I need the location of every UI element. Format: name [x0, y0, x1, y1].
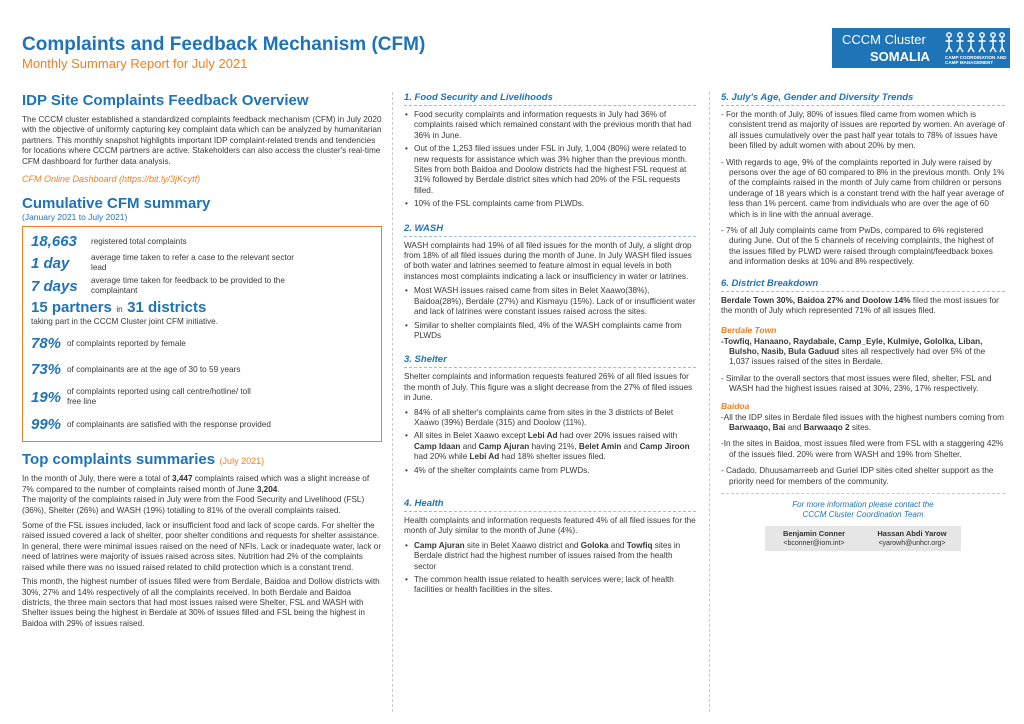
agd-item: - With regards to age, 9% of the complaints reported in July were raised by persons over the age of 60 compared to 8% in the previous month. Only 1% of the complaints raised in the month of July came from children or persons underage of 18 years which is a constant trend with the half year average of less than 1% percent. came from individuals who are over the age of 60 which is in line with the annual average.: [721, 157, 1005, 219]
stat-value: 99%: [31, 416, 62, 434]
stat-text: of complaints reported using call centre/hotline/ toll free line: [67, 387, 251, 407]
site-name: Camp Ajuran: [414, 540, 465, 550]
site-name: Camp Ajuran: [478, 441, 530, 451]
stat-row: [31, 335, 373, 352]
list-item: • Out of the 1,253 filed issues under FSL in July, 1,004 (80%) were related to new requests for assistance which was 3% higher than the previous month. Sites from both Baidoa and Doolow districts had the highest FSL request at 31% followed by Berdale district sites which had 20% of the FSL requests filled.: [404, 144, 696, 196]
top-complaints-para1: [22, 474, 382, 495]
total-complaints-july: 3,447: [172, 474, 193, 484]
site-name: Towfiq: [626, 540, 653, 550]
partners-row: [31, 299, 373, 317]
text-segment: site in Belet Xaawo district and: [464, 540, 581, 550]
site-name: Lebi Ad: [527, 431, 558, 441]
contact-email[interactable]: <yarowh@unhcr.org>: [878, 539, 946, 547]
logo-tagline: CAMP COORDINATION AND CAMP MANAGEMENT: [945, 55, 1007, 65]
fsl-list: [404, 110, 696, 210]
stat-row: [31, 416, 373, 433]
logo-line1: CCCM Cluster: [842, 32, 926, 47]
stat-value: 78%: [31, 335, 62, 353]
health-list: [404, 541, 696, 596]
stat-value: 18,663: [31, 233, 77, 251]
text-segment: complaints raised which was a slight increase of 7% compared to the number of complaints raised month of June: [22, 474, 370, 494]
baidoa-heading: Baidoa: [721, 400, 750, 411]
text-segment: and: [608, 540, 627, 550]
contact-card: [863, 526, 961, 551]
text-segment: and: [785, 422, 804, 432]
contact-card: [765, 526, 863, 551]
partners-text: taking part in the CCCM Cluster joint CFM initiative.: [31, 317, 219, 327]
list-item: [404, 541, 696, 572]
list-item: • Food security complaints and information requests in July had 36% of complaints raised which remained constant with the previous month that had 36% in June.: [404, 110, 696, 141]
text-segment: filed the most issues for the month of July which represented 71% of all issues filed.: [721, 295, 999, 316]
contact-name: Hassan Abdi Yarow: [877, 528, 947, 538]
list-item: • Similar to shelter complaints filed, 4% of the WASH complaints came from PLWDs: [404, 321, 696, 342]
overview-body: The CCCM cluster established a standardized complaints feedback mechanism (CFM) in July 2020 with the objective of uniformly capturing key complaint data which can be analyzed by humanitarian partners. This monthly snapshot highlights important IDP complaint-related trends and tendencies for locations where CCCM partners are active. Stakeholders can also access the cluster's real-time CFM dashboard for further data analysis.: [22, 115, 382, 166]
wash-heading: 2. WASH: [404, 223, 696, 237]
list-item: • Most WASH issues raised came from sites in Belet Xaawo(38%), Baidoa(28%), Berdale (27%) and Kismayu (15%). Lack of or insufficient water and lack of latrines were constant issues raised across the sites.: [404, 286, 696, 317]
text-segment: and: [460, 441, 479, 451]
middle-column: [404, 92, 696, 599]
site-name: Belet Amin: [578, 441, 622, 451]
wash-body: WASH complaints had 19% of all filed issues for the month of July, a slight drop from 18% of all filed issues during the month of June. In July WASH filed issues of both water and latrines seemed to feature almost in equal levels in both instances most complaints indicating a lack or insufficiency in water or latrines.: [404, 240, 692, 281]
fsl-heading: 1. Food Security and Livelihoods: [404, 92, 696, 106]
site-name: Barwaaqo 2: [803, 422, 850, 432]
text-segment: -All the IDP sites in Berdale filed issues with the highest numbers coming from: [721, 412, 1004, 422]
stat-value: 7 days: [31, 277, 78, 295]
wash-list: [404, 286, 696, 341]
contact-name: Benjamin Conner: [782, 528, 846, 538]
list-item: • The common health issue related to health services were; lack of health facilities or health facilities in the sites.: [404, 575, 696, 596]
shelter-list: [404, 408, 696, 476]
stat-row: [31, 233, 373, 250]
stat-text: registered total complaints: [91, 236, 187, 246]
left-column: [22, 92, 382, 629]
site-list: -Towfiq, Hanaano, Raydabale, Camp_Eyle, Kulmiye, Gololka, Liban, Bulsho, Nasib, Bula Gaduud: [721, 336, 983, 356]
text-segment: All sites in Belet Xaawo except: [414, 431, 528, 441]
stat-text: average time taken to refer a case to the relevant sector lead: [91, 253, 294, 273]
partners-in: in: [116, 305, 123, 315]
shelter-heading: 3. Shelter: [404, 354, 696, 368]
text-segment: and: [621, 441, 640, 451]
health-heading: 4. Health: [404, 498, 696, 512]
stat-row: [31, 276, 373, 296]
stat-text: of complaints reported by female: [67, 338, 186, 348]
contact-cards: [765, 526, 961, 551]
site-name: Camp Idaan: [414, 441, 461, 451]
text-segment: had 18% shelter issues filed.: [499, 452, 606, 462]
shelter-body: Shelter complaints and information requests featured 26% of all filed issues for the month of July. This figure was a slight decrease from the 27% of filed issues in June.: [404, 372, 693, 403]
top-complaints-period: (July 2021): [219, 456, 265, 467]
stat-value: 1 day: [31, 254, 70, 272]
stat-text: of complainants are satisfied with the response provided: [67, 419, 271, 429]
top-complaints-para3: Some of the FSL issues included, lack or insufficient food and lack of scope cards. For shelter the raised issued covered a lack of shelter, poor shelter conditions and requests for shelter assistance. In general, there were minimal issues raised on the need of NFIs. Lack or inadequate water, lack or need of latrines were majority of issues raised across sites. Nutrition had 2% of the complaints raised while there was no issued raised related to child protection which is a constant trend.: [22, 521, 382, 572]
text-segment: had over 20% issues raised with: [557, 431, 678, 441]
right-column: [721, 92, 1005, 551]
health-body: Health complaints and information requests featured 4% of all filed issues for the month of July similar to the month of June (4%).: [404, 515, 696, 536]
top-complaints-para2: The majority of the complaints raised in July were from the Food Security and Livelihood (FSL) (36%), Shelter (26%) and WASH (19%) totalling to 81% of the overall complaints raised.: [22, 495, 365, 515]
agd-heading: 5. July's Age, Gender and Diversity Trends: [721, 92, 1005, 106]
stat-text: of complainants are at the age of 30 to 59 years: [67, 364, 241, 374]
berdale-item: - Similar to the overall sectors that most issues were filed, shelter, FSL and WASH had the highest issues raised at 30%, 23%, 17% respectively.: [721, 373, 992, 394]
text-segment: having 21%,: [529, 441, 579, 451]
contact-section: [721, 493, 1005, 551]
site-name: Barwaaqo, Bai: [729, 422, 786, 432]
stat-row: [31, 361, 373, 378]
stat-value: 19%: [31, 388, 62, 406]
district-intro: [721, 296, 1005, 317]
top-complaints-title: [22, 451, 382, 469]
contact-email[interactable]: <bconner@iom.int>: [783, 539, 845, 547]
district-heading: 6. District Breakdown: [721, 278, 1005, 292]
site-name: Goloka: [580, 540, 609, 550]
stat-row: [31, 387, 373, 407]
cumulative-stats-box: [22, 226, 382, 442]
overview-heading: IDP Site Complaints Feedback Overview: [22, 92, 309, 109]
column-divider: [709, 92, 710, 712]
site-name: Camp Jiroon: [639, 441, 690, 451]
berdale-heading: Berdale Town: [721, 324, 777, 335]
agd-item: - For the month of July, 80% of issues filed came from women which is consistent trend as majority of issues are reported by women. An average of all issues cumulatively over the past half year totals to 78% of issues have been filled by adult women with about 20% by men.: [721, 110, 1005, 151]
stat-value: 73%: [31, 361, 62, 379]
list-item: • 4% of the shelter complaints came from PLWDs.: [404, 466, 696, 476]
report-title: Complaints and Feedback Mechanism (CFM): [22, 34, 426, 55]
list-item: • 84% of all shelter's complaints came from sites in the 3 districts of Belet Xaawo (39%) Berdale (315) and Doolow (11%).: [404, 408, 696, 429]
baidoa-item: [721, 413, 1005, 434]
contact-note-line2: CCCM Cluster Coordination Team: [802, 509, 924, 519]
partners-count: 15 partners: [31, 299, 112, 317]
top-districts: Berdale Town 30%, Baidoa 27% and Doolow 14%: [721, 295, 911, 305]
cumulative-heading: Cumulative CFM summary: [22, 195, 211, 213]
text-segment: sites all respectively had over 5% of the 1,037 issues raised of the sites in Berdale.: [729, 346, 986, 367]
list-item: [404, 431, 696, 462]
agd-item: - 7% of all July complaints came from PwDs, compared to 6% registered during June. Out of the 5 channels of receiving complaints, the highest of the issues filled by PLWD were raised through complaint/feedback boxes and information desks at 10% and 8% respectively.: [721, 226, 994, 267]
report-header: [0, 0, 1024, 80]
site-name: Lebi Ad: [469, 452, 500, 462]
text-segment: sites in Berdale district had the highest number of issues raised from the health sector: [414, 540, 681, 571]
dashboard-link[interactable]: CFM Online Dashboard (https://bit.ly/3jKcytf): [22, 174, 201, 185]
contact-note-line1: For more information please contact the: [792, 499, 934, 509]
cccm-logo: [832, 28, 1010, 68]
people-icon: [944, 31, 1006, 53]
berdale-item: [721, 337, 1005, 368]
districts-count: 31 districts: [127, 299, 207, 317]
total-complaints-june: 3,204: [256, 484, 278, 494]
text-segment: In the month of July, there were a total of: [22, 474, 173, 484]
top-complaints-para4: This month, the highest number of issues filled were from Berdale, Baidoa and Dollow districts with 30%, 27% and 14% respectively of all the complaints received. In both Berdale and Baidoa districts, the three main sectors that had most issues raised were Shelter, FSL and WASH with Shelter issues being the highest in Berdale at 30% of issues filled and FSL being the highest in Baidoa with 29% of issues raised.: [22, 577, 380, 628]
column-divider: [392, 92, 393, 712]
logo-line2: SOMALIA: [870, 49, 930, 64]
cumulative-period: (January 2021 to July 2021): [22, 212, 128, 223]
text-segment: sites.: [849, 422, 871, 432]
stat-row: [31, 253, 373, 273]
baidoa-item: -In the sites in Baidoa, most issues filed were from FSL with a staggering 42% of the issues filed. 20% were from WASH and 19% from Shelter.: [721, 439, 1004, 459]
text-segment: .: [277, 484, 280, 494]
baidoa-item: - Cadado, Dhuusamarreeb and Guriel IDP sites cited shelter support as the priority need for members of the community.: [721, 466, 994, 486]
top-complaints-heading: Top complaints summaries: [22, 451, 216, 469]
list-item: • 10% of the FSL complaints came from PLWDs.: [404, 199, 696, 209]
report-subtitle: Monthly Summary Report for July 2021: [22, 56, 248, 71]
stat-text: average time taken for feedback to be provided to the complaintant: [91, 276, 285, 296]
text-segment: had 20% while: [414, 452, 470, 462]
